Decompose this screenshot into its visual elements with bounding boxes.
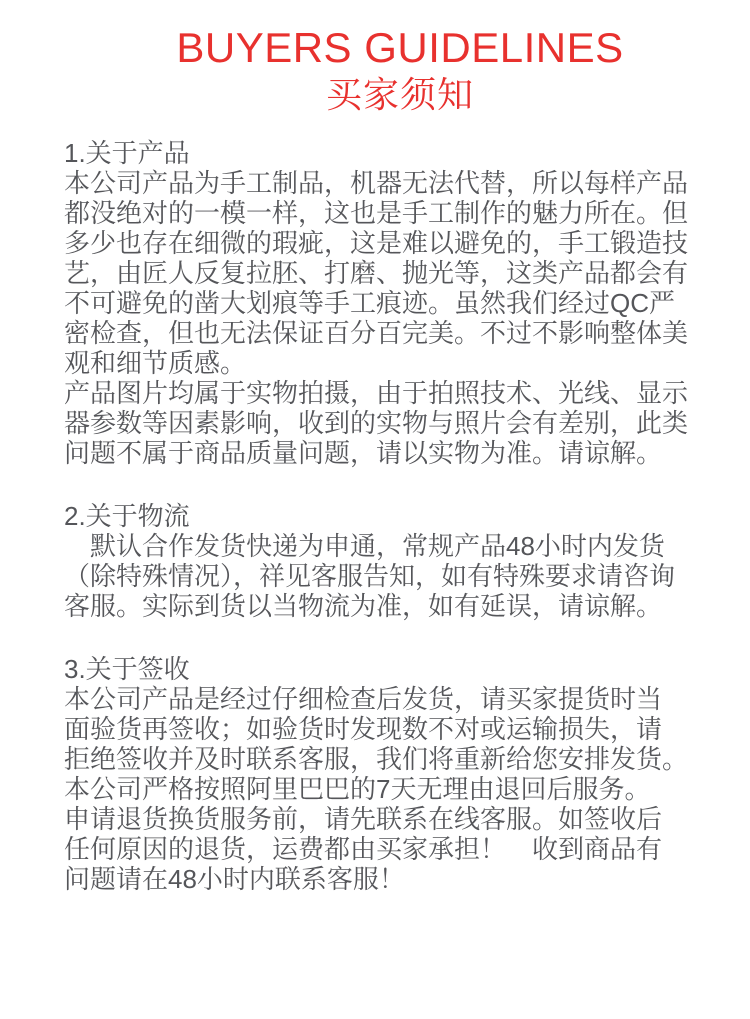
section-text-line: 申请退货换货服务前，请先联系在线客服。如签收后: [64, 804, 663, 834]
section-text-line: （除特殊情况），祥见客服告知，如有特殊要求请咨询: [64, 561, 676, 591]
section-text-line: 不可避免的凿大划痕等手工痕迹。虽然我们经过QC严: [64, 288, 676, 318]
section-text-line: 密检查，但也无法保证百分百完美。不过不影响整体美: [64, 318, 689, 348]
page-title-chinese: 买家须知: [325, 74, 474, 115]
section-text-line: 本公司产品是经过仔细检查后发货，请买家提货时当: [64, 684, 663, 714]
section-text-line: 默认合作发货快递为申通，常规产品48小时内发货: [64, 531, 665, 561]
notice-section-1: [64, 138, 692, 468]
notice-content: [0, 138, 750, 894]
section-text-line: 拒绝签收并及时联系客服，我们将重新给您安排发货。: [64, 744, 689, 774]
section-text-line: 任何原因的退货，运费都由买家承担！ 收到商品有: [64, 834, 663, 864]
notice-section-2: [64, 501, 692, 621]
section-heading: 3.关于签收: [64, 654, 190, 684]
section-text-line: 都没绝对的一模一样，这也是手工制作的魅力所在。但: [64, 198, 689, 228]
section-heading: 1.关于产品: [64, 138, 190, 168]
section-text-line: 产品图片均属于实物拍摄，由于拍照技术、光线、显示: [64, 378, 689, 408]
page-title-english: BUYERS GUIDELINES: [176, 24, 624, 71]
section-text-line: 客服。实际到货以当物流为准，如有延误，请谅解。: [64, 591, 663, 621]
section-text-line: 器参数等因素影响，收到的实物与照片会有差别，此类: [64, 408, 689, 438]
section-text-line: 多少也存在细微的瑕疵，这是难以避免的，手工锻造技: [64, 228, 689, 258]
section-text-line: 艺，由匠人反复拉胚、打磨、抛光等，这类产品都会有: [64, 258, 689, 288]
section-text-line: 本公司产品为手工制品，机器无法代替，所以每样产品: [64, 168, 689, 198]
section-text-line: 问题请在48小时内联系客服！: [64, 864, 405, 894]
section-text-line: 面验货再签收；如验货时发现数不对或运输损失，请: [64, 714, 663, 744]
section-text-line: 本公司严格按照阿里巴巴的7天无理由退回后服务。: [64, 774, 651, 804]
section-text-line: 问题不属于商品质量问题，请以实物为准。请谅解。: [64, 438, 663, 468]
notice-section-3: [64, 654, 692, 894]
section-heading: 2.关于物流: [64, 501, 190, 531]
page-header: [0, 24, 750, 118]
section-text-line: 观和细节质感。: [64, 348, 247, 378]
